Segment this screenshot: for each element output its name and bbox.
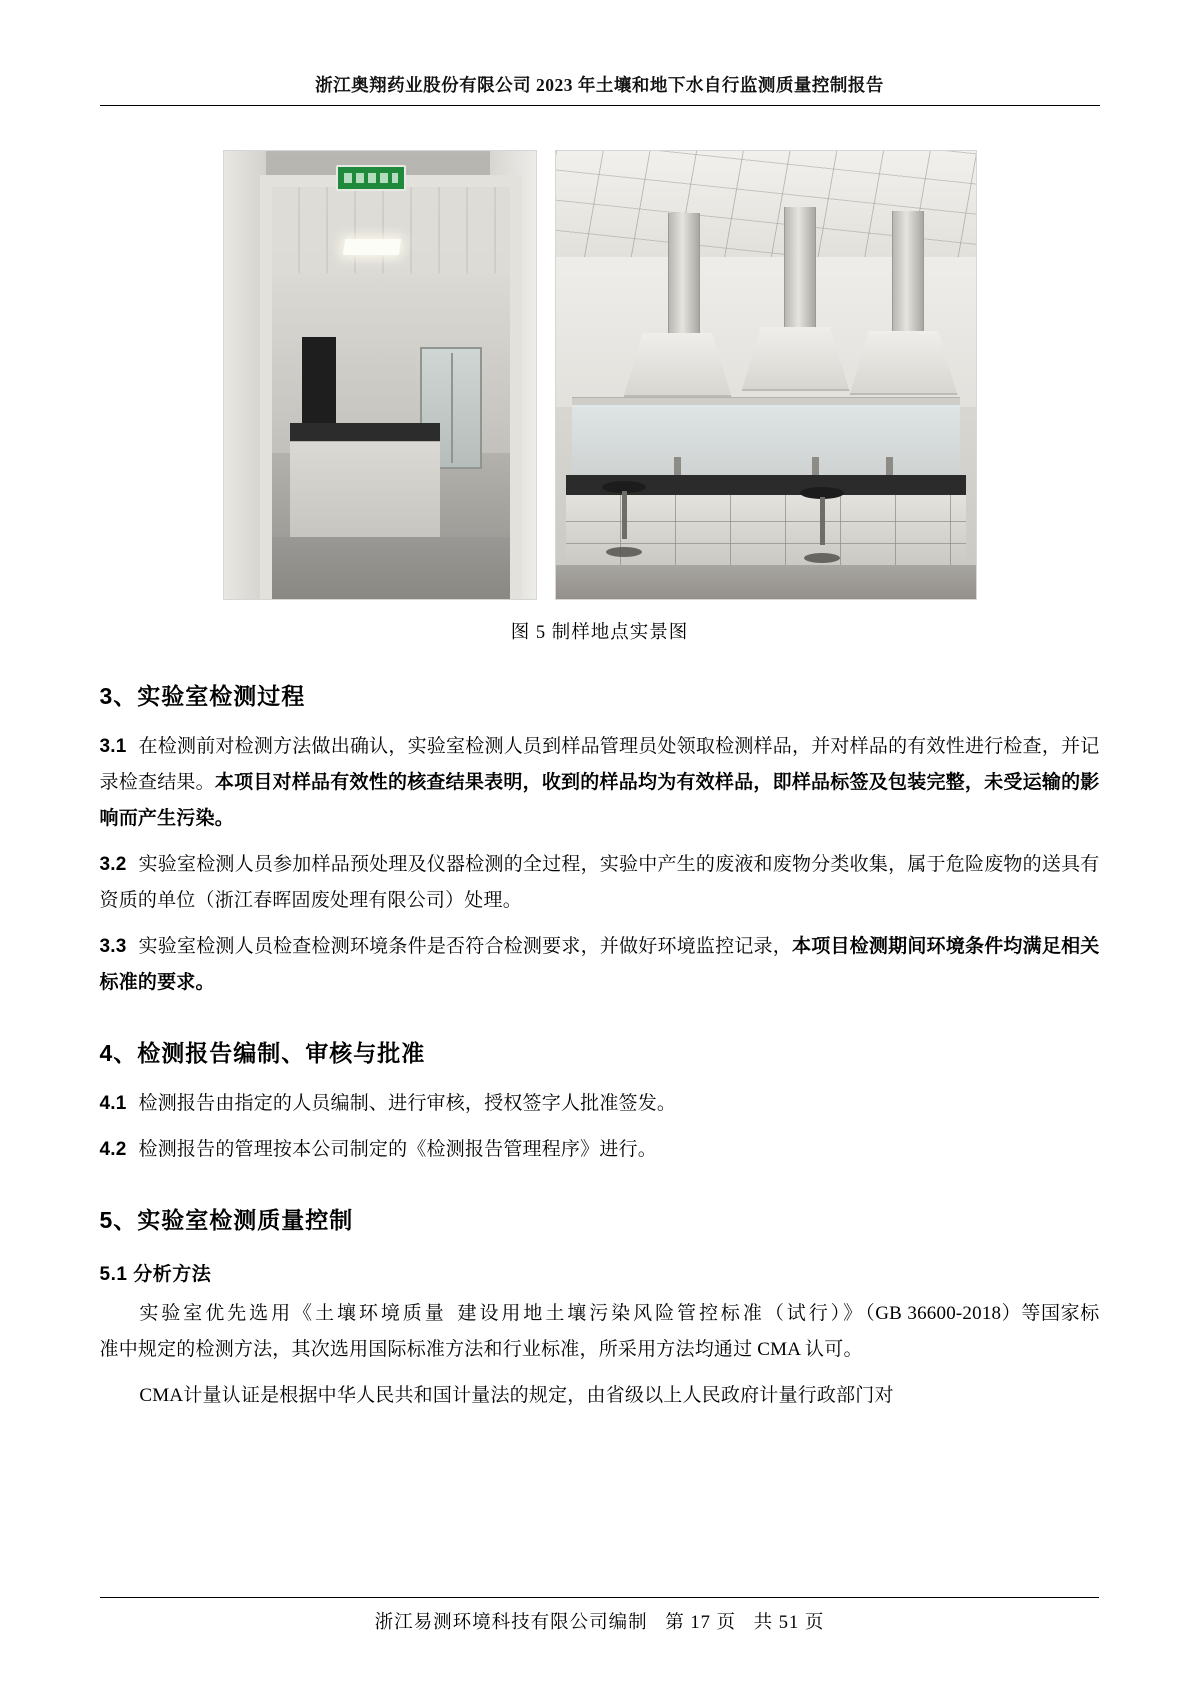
figure-caption: 图 5 制样地点实景图 — [510, 623, 689, 643]
paragraph-text: 检测报告由指定的人员编制、进行审核，授权签字人批准签发。 — [138, 1093, 677, 1114]
paragraph-number: 3.1 — [99, 736, 127, 757]
paragraph-4-1 — [100, 1086, 1100, 1122]
page-footer — [100, 1597, 1099, 1634]
paragraph-number: 3.3 — [99, 936, 127, 957]
paragraph-5-1-a — [100, 1296, 1100, 1368]
paragraph-3-3 — [100, 929, 1100, 1001]
section-heading-5: 5、实验室检测质量控制 — [99, 1207, 354, 1233]
paragraph-text: 检测报告的管理按本公司制定的《检测报告管理程序》进行。 — [138, 1139, 657, 1160]
paragraph-text: 实验室检测人员检查检测环境条件是否符合检测要求，并做好环境监控记录， — [138, 936, 792, 957]
exit-sign — [336, 165, 406, 191]
figure-image-row — [100, 150, 1100, 600]
paragraph-text: 实验室检测人员参加样品预处理及仪器检测的全过程，实验中产生的废液和废物分类收集，属于危险废物的送具有资质的单位（浙江春晖固废处理有限公司）处理。 — [99, 854, 1100, 911]
paragraph-3-1 — [100, 729, 1100, 837]
paragraph-number: 4.2 — [99, 1139, 127, 1160]
section-heading-3: 3、实验室检测过程 — [99, 683, 306, 709]
footer-page-number: 第 17 页 — [665, 1613, 736, 1633]
lab-stool — [800, 487, 844, 563]
paragraph-text-bold: 本项目对样品有效性的核查结果表明，收到的样品均为有效样品，即样品标签及包装完整，未受运输的影响而产生污染。 — [99, 772, 1100, 829]
paragraph-3-2 — [100, 847, 1100, 919]
page-content — [100, 0, 1100, 1414]
photo-fume-hood-room — [555, 150, 977, 600]
section-heading-4: 4、检测报告编制、审核与批准 — [99, 1040, 426, 1066]
paragraph-number: 4.1 — [99, 1093, 127, 1114]
paragraph-text-bold: 本项目检测期间环境条件均满足相关标准的要求。 — [99, 936, 1100, 993]
standard-name-part1: 实验室优先选用《土壤环境质量 — [139, 1303, 447, 1324]
standard-name-part2: 建设用地土壤污染风险管控标准（试行）》 — [457, 1303, 866, 1324]
door-frame — [260, 175, 522, 600]
paragraph-4-2 — [100, 1132, 1100, 1168]
paragraph-text: 在检测前对检测方法做出确认，实验室检测人员到样品管理员处领取检测样品，并对样品的有效性进行检查，并记录检查结果。 — [99, 736, 1100, 793]
page-header: 浙江奥翔药业股份有限公司 2023 年土壤和地下水自行监测质量控制报告 — [100, 72, 1100, 106]
footer-total-pages: 共 51 页 — [753, 1613, 825, 1633]
subsection-heading-5-1: 5.1 分析方法 — [99, 1264, 212, 1285]
standard-code-text: （GB 36600-2018）等国家标准中规定的检测方法，其次选用国际标准方法和行业标准，所采用方法均通过 CMA 认可。 — [99, 1303, 1100, 1360]
paragraph-number: 3.2 — [99, 854, 127, 875]
footer-company: 浙江易测环境科技有限公司编制 — [374, 1613, 648, 1633]
paragraph-5-1-b: CMA计量认证是根据中华人民共和国计量法的规定，由省级以上人民政府计量行政部门对 — [139, 1385, 894, 1406]
lab-stool — [602, 481, 646, 557]
photo-sample-prep-doorway — [223, 150, 537, 600]
